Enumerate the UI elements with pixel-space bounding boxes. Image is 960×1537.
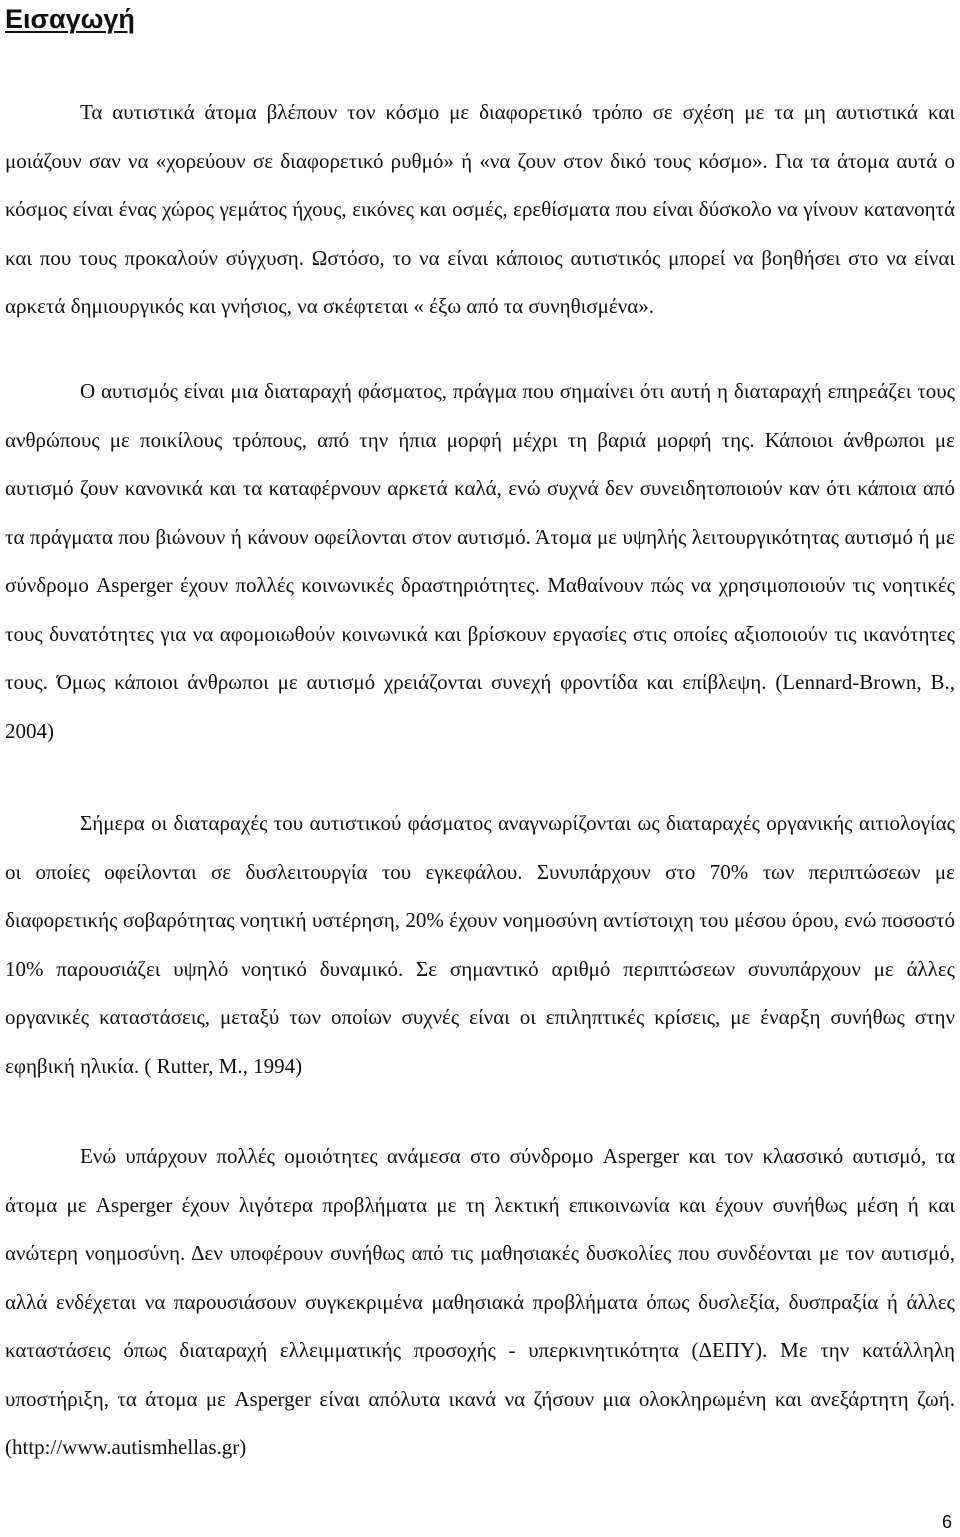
- paragraph-intro: Τα αυτιστικά άτομα βλέπουν τον κόσμο με διαφορετικό τρόπο σε σχέση με τα μη αυτιστικά και μοιάζουν σαν να «χορεύουν σε διαφορετικό ρυθμό» ή «να ζουν στον δικό τους κόσμο». Για τα άτομα αυτά ο κόσμος είναι ένας χώρος γεμάτος ήχους, εικόνες και οσμές, ερεθίσματα που είναι δύσκολο να γίνουν κατανοητά και που τους προκαλούν σύγχυση. Ωστόσο, το να είναι κάποιος αυτιστικός μπορεί να βοηθήσει στο να είναι αρκετά δημιουργικός και γνήσιος, να σκέφτεται « έξω από τα συνηθισμένα».: [5, 100, 955, 318]
- paragraph-spectrum: Ο αυτισμός είναι μια διαταραχή φάσματος, πράγμα που σημαίνει ότι αυτή η διαταραχή επηρεάζει τους ανθρώπους με ποικίλους τρόπους, από την ήπια μορφή μέχρι τη βαριά μορφή της. Κάποιοι άνθρωποι με αυτισμό ζουν κανονικά και τα καταφέρνουν αρκετά καλά, ενώ συχνά δεν συνειδητοποιούν καν ότι κάποια από τα πράγματα που βιώνουν ή κάνουν οφείλονται στον αυτισμό. Άτομα με υψηλής λειτουργικότητας αυτισμό ή με σύνδρομο Asperger έχουν πολλές κοινωνικές δραστηριότητες. Μαθαίνουν πώς να χρησιμοποιούν τις νοητικές τους δυνατότητες για να αφομοιωθούν κοινωνικά και βρίσκουν εργασίες στις οποίες αξιοποιούν τις ικανότητες τους. Όμως κάποιοι άνθρωποι με αυτισμό χρειάζονται συνεχή φροντίδα και επίβλεψη. (Lennard-Brown, B., 2004): [5, 379, 955, 743]
- paragraph-asperger: Ενώ υπάρχουν πολλές ομοιότητες ανάμεσα στο σύνδρομο Asperger και τον κλασσικό αυτισμό, τα άτομα με Asperger έχουν λιγότερα προβλήματα με τη λεκτική επικοινωνία και έχουν συνήθως μέση ή και ανώτερη νοημοσύνη. Δεν υποφέρουν συνήθως από τις μαθησιακές δυσκολίες που συνδέονται με τον αυτισμό, αλλά ενδέχεται να παρουσιάσουν συγκεκριμένα μαθησιακά προβλήματα όπως δυσλεξία, δυσπραξία ή άλλες καταστάσεις όπως διαταραχή ελλειμματικής προσοχής - υπερκινητικότητα (ΔΕΠΥ). Με την κατάλληλη υποστήριξη, τα άτομα με Asperger είναι απόλυτα ικανά να ζήσουν μια ολοκληρωμένη και ανεξάρτητη ζωή. (http://www.autismhellas.gr): [5, 1144, 955, 1459]
- paragraph-etiology: Σήμερα οι διαταραχές του αυτιστικού φάσματος αναγνωρίζονται ως διαταραχές οργανικής αιτιολογίας οι οποίες οφείλονται σε δυσλειτουργία του εγκεφάλου. Συνυπάρχουν στο 70% των περιπτώσεων με διαφορετικής σοβαρότητας νοητική υστέρηση, 20% έχουν νοημοσύνη αντίστοιχη του μέσου όρου, ενώ ποσοστό 10% παρουσιάζει υψηλό νοητικό δυναμικό. Σε σημαντικό αριθμό περιπτώσεων συνυπάρχουν με άλλες οργανικές καταστάσεις, μεταξύ των οποίων συχνές είναι οι επιληπτικές κρίσεις, με έναρξη συνήθως στην εφηβική ηλικία. ( Rutter, M., 1994): [5, 811, 955, 1078]
- page-number: 6: [941, 1512, 952, 1532]
- page-title: Εισαγωγή: [5, 4, 135, 34]
